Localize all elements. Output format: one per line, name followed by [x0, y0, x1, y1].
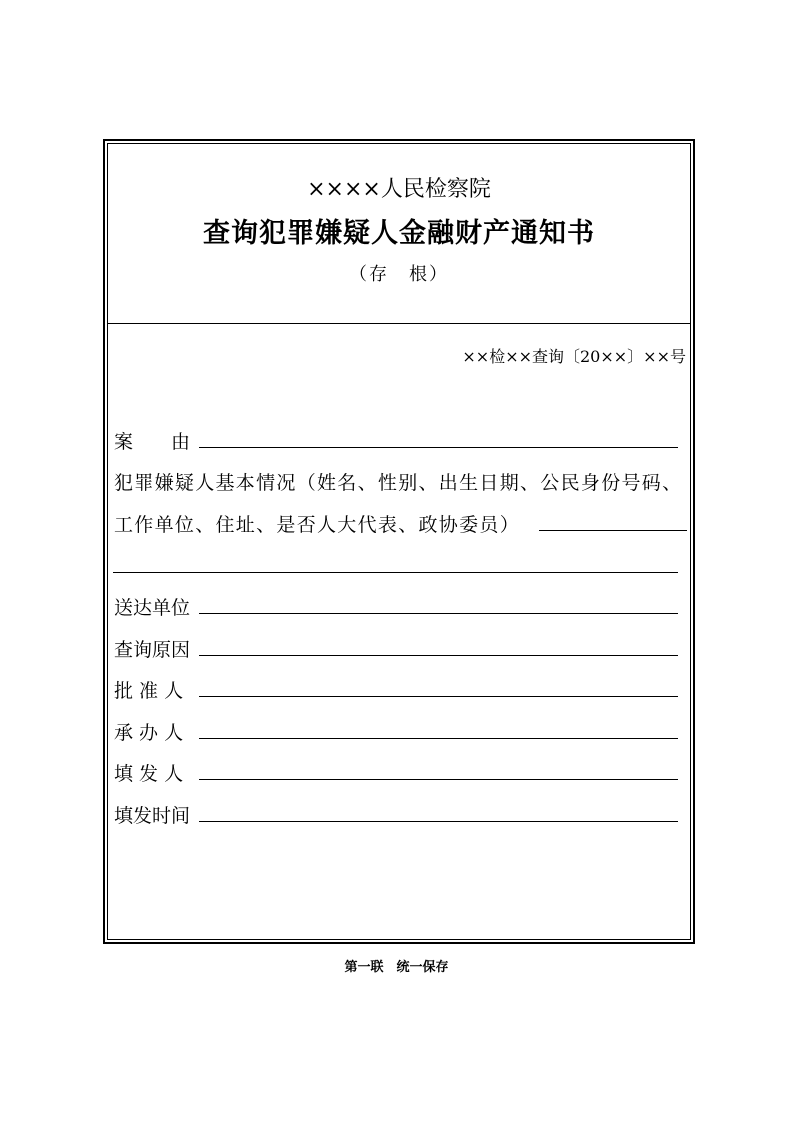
copy-note: 第一联 统一保存	[344, 960, 449, 975]
handler-field[interactable]	[199, 738, 678, 739]
suspect-info-field-continued[interactable]	[113, 572, 678, 573]
document-number: ××检××查询〔20××〕××号	[462, 347, 686, 366]
suspect-info-field[interactable]	[539, 530, 687, 531]
suspect-info-label-line2: 工作单位、住址、是否人大代表、政协委员）	[114, 514, 521, 536]
query-reason-label: 查询原因	[114, 639, 191, 661]
form-title: 查询犯罪嫌疑人金融财产通知书	[203, 218, 595, 249]
issuer-field[interactable]	[199, 779, 678, 780]
case-reason-label: 案 由	[114, 431, 191, 453]
approver-label: 批 准 人	[114, 680, 184, 702]
handler-label: 承 办 人	[114, 722, 184, 744]
approver-field[interactable]	[199, 696, 678, 697]
case-reason-field[interactable]	[199, 447, 678, 448]
query-reason-field[interactable]	[199, 655, 678, 656]
procuratorate-name: ××××人民检察院	[307, 177, 491, 202]
delivery-unit-label: 送达单位	[114, 597, 191, 619]
issuer-label: 填 发 人	[114, 763, 184, 785]
suspect-info-label-line1: 犯罪嫌疑人基本情况（姓名、性别、出生日期、公民身份号码、	[114, 472, 683, 494]
issue-time-field[interactable]	[199, 821, 678, 822]
stub-label: （存 根）	[349, 264, 449, 285]
issue-time-label: 填发时间	[114, 805, 191, 827]
header-divider	[107, 323, 691, 324]
delivery-unit-field[interactable]	[199, 613, 678, 614]
